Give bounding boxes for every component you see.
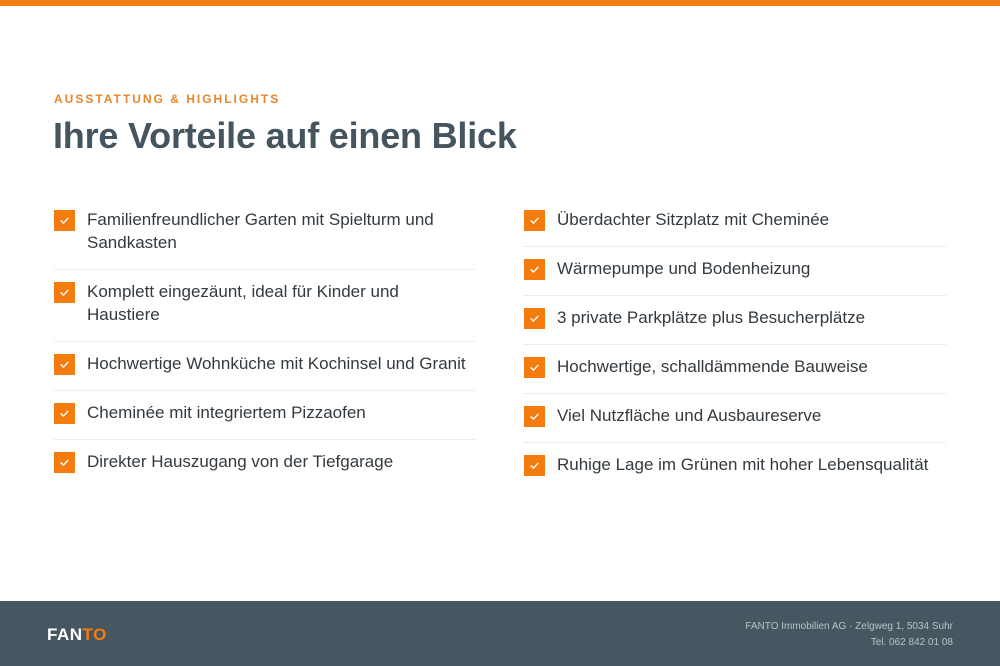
feature-text: Viel Nutzfläche und Ausbaureserve <box>557 406 822 425</box>
feature-list-right <box>524 198 946 491</box>
feature-text: Hochwertige, schalldämmende Bauweise <box>557 357 868 376</box>
feature-item <box>54 342 475 391</box>
checkbox-check-icon <box>524 308 545 329</box>
footer-contact <box>745 619 953 651</box>
checkbox-check-icon <box>54 210 75 231</box>
feature-text: Überdachter Sitzplatz mit Cheminée <box>557 210 830 229</box>
feature-item <box>54 270 475 342</box>
feature-item <box>524 345 946 394</box>
feature-item <box>524 296 946 345</box>
checkbox-check-icon <box>524 210 545 231</box>
feature-text: Direkter Hauszugang von der Tiefgarage <box>87 452 394 471</box>
feature-text: Komplett eingezäunt, ideal für Kinder und Haustiere <box>87 282 399 324</box>
page-title: Ihre Vorteile auf einen Blick <box>53 115 517 156</box>
feature-item <box>54 391 475 440</box>
footer-address: FANTO Immobilien AG · Zelgweg 1, 5034 Suhr <box>745 621 953 632</box>
checkbox-check-icon <box>54 403 75 424</box>
feature-text: Hochwertige Wohnküche mit Kochinsel und Granit <box>87 354 466 373</box>
feature-item <box>524 198 946 247</box>
checkbox-check-icon <box>524 259 545 280</box>
feature-text: Ruhige Lage im Grünen mit hoher Lebensqualität <box>557 455 929 474</box>
feature-item <box>524 247 946 296</box>
checkbox-check-icon <box>524 406 545 427</box>
brand-logo-part2: TO <box>82 625 107 644</box>
top-accent-bar <box>0 0 1000 6</box>
brand-logo <box>47 625 107 645</box>
footer-phone: Tel. 062 842 01 08 <box>870 637 953 648</box>
checkbox-check-icon <box>54 452 75 473</box>
footer <box>0 601 1000 666</box>
feature-item <box>54 440 475 488</box>
feature-text: 3 private Parkplätze plus Besucherplätze <box>557 308 866 327</box>
checkbox-check-icon <box>524 455 545 476</box>
checkbox-check-icon <box>524 357 545 378</box>
feature-text: Wärmepumpe und Bodenheizung <box>557 259 811 278</box>
feature-item <box>54 198 475 270</box>
section-eyebrow: AUSSTATTUNG & HIGHLIGHTS <box>54 92 281 106</box>
feature-item <box>524 443 946 491</box>
brand-logo-part1: FAN <box>47 625 83 644</box>
feature-text: Cheminée mit integriertem Pizzaofen <box>87 403 366 422</box>
checkbox-check-icon <box>54 354 75 375</box>
feature-list-left <box>54 198 475 488</box>
checkbox-check-icon <box>54 282 75 303</box>
feature-item <box>524 394 946 443</box>
feature-text: Familienfreundlicher Garten mit Spielturm und Sandkasten <box>87 210 434 252</box>
